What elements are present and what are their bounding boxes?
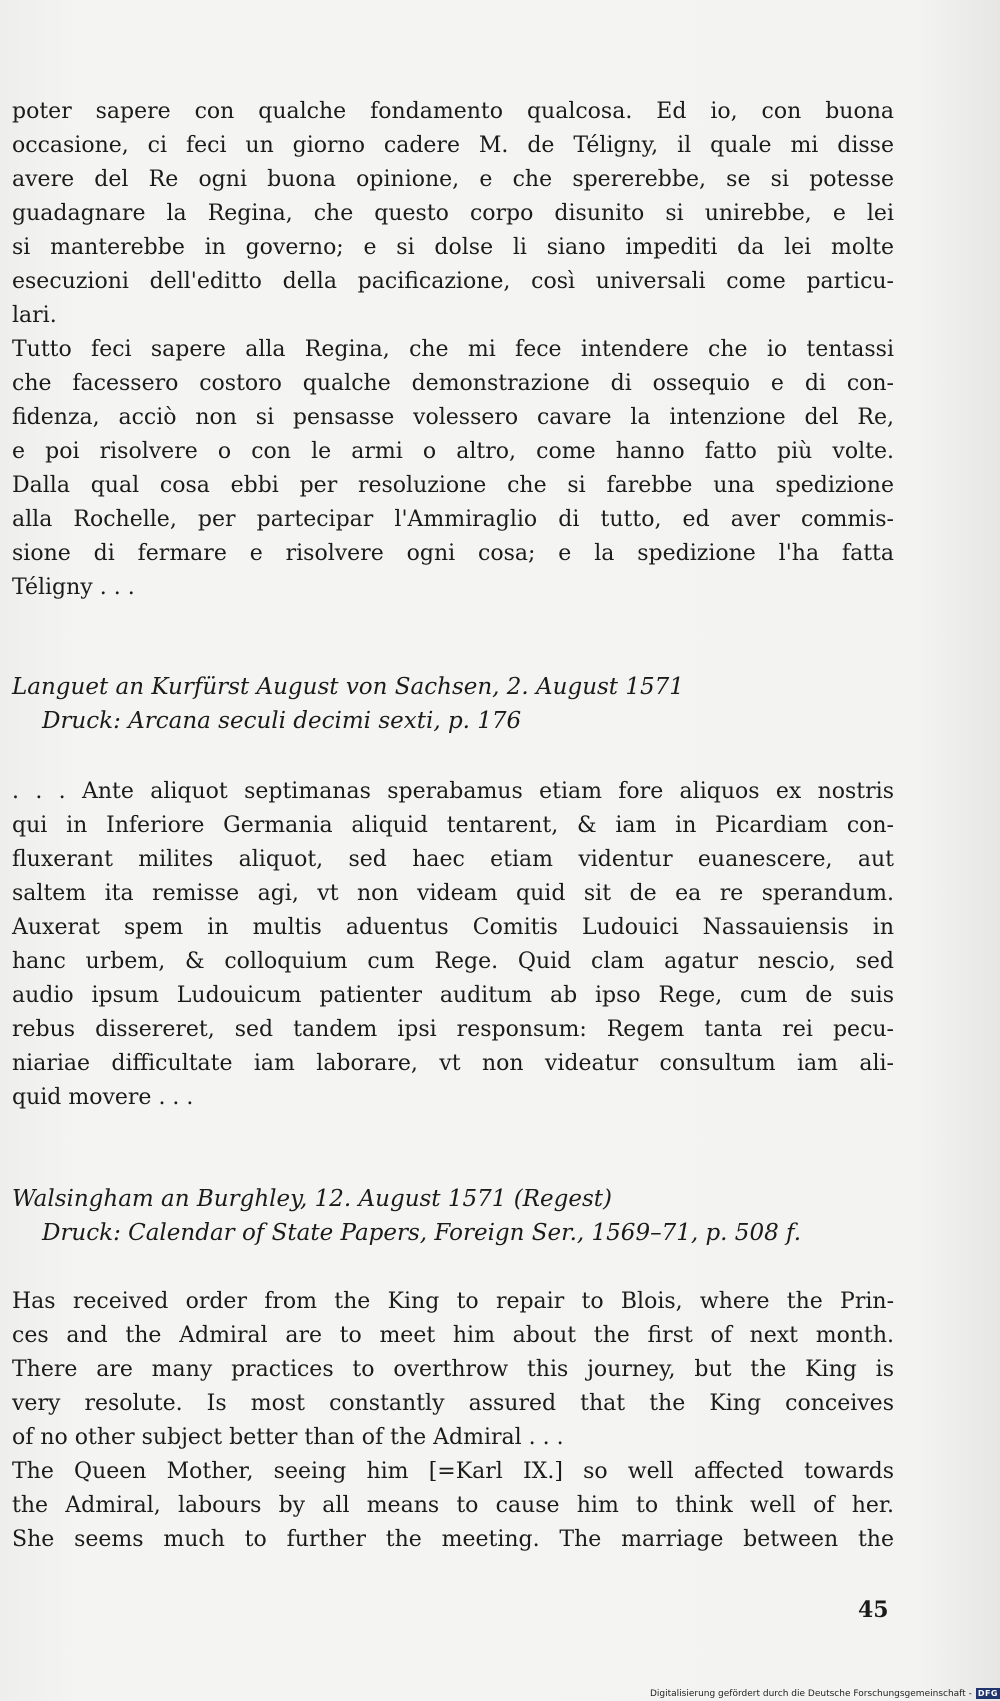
text-line: esecuzioni dell'editto della pacificazione, così universali come particu- [12, 269, 894, 294]
section-heading-walsingham [12, 1182, 801, 1250]
text-line: niariae difficultate iam laborare, vt non videatur consultum iam ali- [12, 1051, 894, 1076]
text-line: fluxerant milites aliquot, sed haec etiam videntur euanescere, aut [12, 847, 894, 872]
text-line: saltem ita remisse agi, vt non videam quid sit de ea re sperandum. [12, 881, 894, 906]
text-line: poter sapere con qualche fondamento qualcosa. Ed io, con buona [12, 99, 894, 124]
text-line: fidenza, acciò non si pensasse volessero cavare la intenzione del Re, [12, 405, 894, 430]
text-line: She seems much to further the meeting. The marriage between the [12, 1527, 894, 1552]
dfg-logo-icon: DFG [977, 1689, 998, 1698]
text-line: guadagnare la Regina, che questo corpo disunito si unirebbe, e lei [12, 201, 894, 226]
text-line: Tutto feci sapere alla Regina, che mi fece intendere che io tentassi [12, 337, 894, 362]
text-line: Auxerat spem in multis aduentus Comitis Ludouici Nassauiensis in [12, 915, 894, 940]
footer-text: Digitalisierung gefördert durch die Deutsche Forschungsgemeinschaft - [649, 1688, 972, 1699]
digitization-footer [650, 1688, 1000, 1699]
text-block-italian-letter [12, 95, 894, 605]
text-line: qui in Inferiore Germania aliquid tentarent, & iam in Picardiam con- [12, 813, 894, 838]
text-line: quid movere . . . [12, 1085, 194, 1110]
text-line: of no other subject better than of the Admiral . . . [12, 1425, 564, 1450]
text-line: The Queen Mother, seeing him [=Karl IX.] so well affected towards [12, 1459, 894, 1484]
text-block-latin-letter [12, 775, 894, 1115]
text-line: hanc urbem, & colloquium cum Rege. Quid clam agatur nescio, sed [12, 949, 894, 974]
heading-title: Languet an Kurfürst August von Sachsen, 2. August 1571 [12, 674, 684, 700]
text-line: avere del Re ogni buona opinione, e che spererebbe, se si potesse [12, 167, 894, 192]
text-block-english-regest [12, 1285, 894, 1557]
section-heading-languet [12, 670, 684, 738]
text-line: ces and the Admiral are to meet him about the first of next month. [12, 1323, 894, 1348]
text-line: There are many practices to overthrow this journey, but the King is [12, 1357, 894, 1382]
page-number: 45 [858, 1597, 889, 1623]
heading-source: Druck: Calendar of State Papers, Foreign Ser., 1569–71, p. 508 f. [42, 1220, 802, 1246]
text-line: the Admiral, labours by all means to cause him to think well of her. [12, 1493, 894, 1518]
text-line: audio ipsum Ludouicum patienter auditum ab ipso Rege, cum de suis [12, 983, 894, 1008]
text-line: Dalla qual cosa ebbi per resoluzione che si farebbe una spedizione [12, 473, 894, 498]
text-line: che facessero costoro qualche demonstrazione di ossequio e di con- [12, 371, 894, 396]
text-line: si manterebbe in governo; e si dolse li siano impediti da lei molte [12, 235, 894, 260]
text-line: lari. [12, 303, 57, 328]
text-line: rebus dissereret, sed tandem ipsi responsum: Regem tanta rei pecu- [12, 1017, 894, 1042]
text-line: alla Rochelle, per partecipar l'Ammiraglio di tutto, ed aver commis- [12, 507, 894, 532]
text-line: e poi risolvere o con le armi o altro, come hanno fatto più volte. [12, 439, 894, 464]
heading-source: Druck: Arcana seculi decimi sexti, p. 176 [42, 708, 522, 734]
text-line: sione di fermare e risolvere ogni cosa; e la spedizione l'ha fatta [12, 541, 894, 566]
text-line: Téligny . . . [12, 575, 135, 600]
text-line: Has received order from the King to repair to Blois, where the Prin- [12, 1289, 894, 1314]
text-line: . . . Ante aliquot septimanas sperabamus etiam fore aliquos ex nostris [12, 779, 894, 804]
text-line: occasione, ci feci un giorno cadere M. de Téligny, il quale mi disse [12, 133, 894, 158]
heading-title: Walsingham an Burghley, 12. August 1571 (Regest) [12, 1186, 612, 1212]
text-line: very resolute. Is most constantly assured that the King conceives [12, 1391, 894, 1416]
